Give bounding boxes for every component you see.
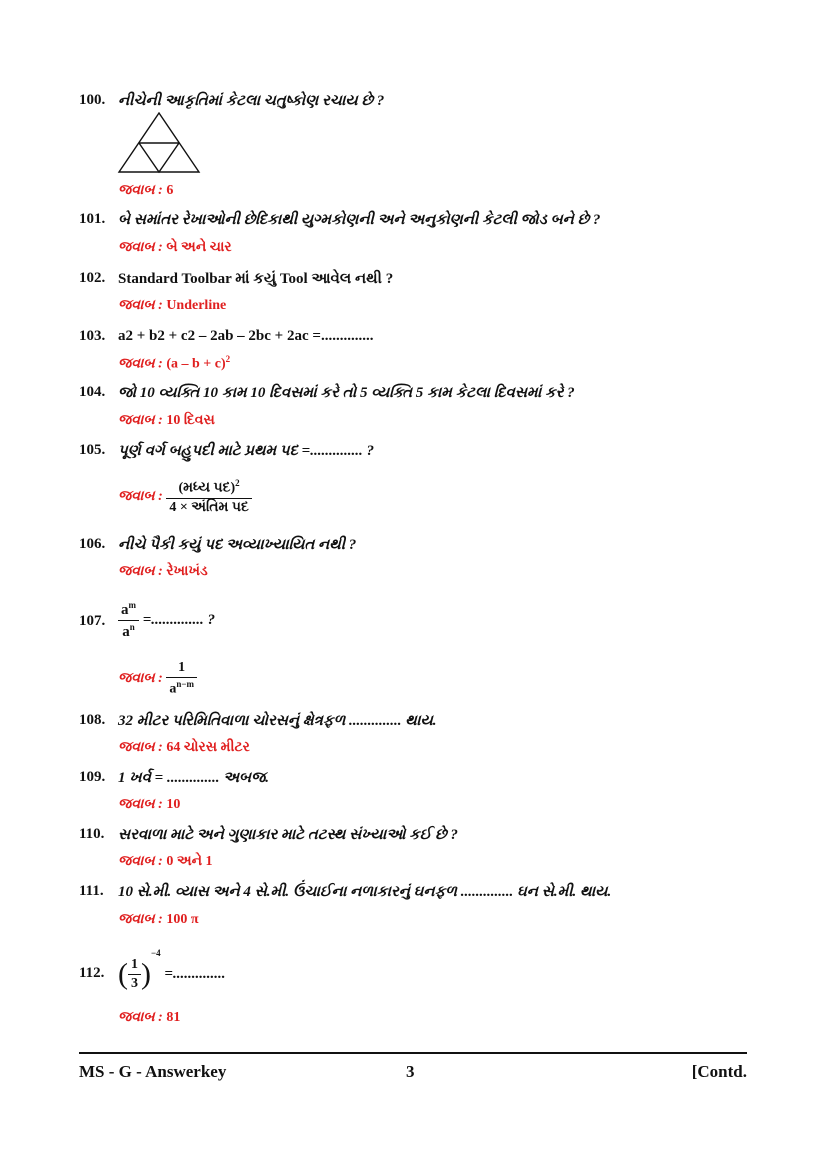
answer: જવાબ : 6 bbox=[118, 183, 174, 198]
footer-right: [Contd. bbox=[691, 1062, 747, 1081]
question-text: $\frac{a^m}{a^n}$ =.............. ? bbox=[118, 600, 215, 641]
question-text: ( $\frac{1}{3}$ )$^{-4}$ =.............. bbox=[118, 948, 226, 992]
question-fraction: $\frac{1}{3}$ bbox=[128, 957, 141, 992]
answer-fraction: $\frac{1}{a^{n-m}}$ bbox=[166, 660, 197, 698]
answer: જવાબ : $\frac{1}{a^{n-m}}$ bbox=[118, 660, 197, 698]
answer: જવાબ : $(a - b + c)^2$ bbox=[118, 354, 231, 372]
question-number: 112. bbox=[79, 965, 105, 981]
question-text: પૂર્ણ વર્ગ બહુપદી માટે પ્રથમ પદ =.............. ? bbox=[118, 443, 374, 459]
answer: જવાબ : રેખાખંડ bbox=[118, 564, 208, 579]
question-text: Standard Toolbar માં કયું Tool આવેલ નથી ? bbox=[118, 271, 394, 287]
question-text: 10 સે.મી. વ્યાસ અને 4 સે.મી. ઉંચાઈના નળાકારનું ઘનફળ .............. ઘન સે.મી. થાય. bbox=[118, 884, 612, 900]
answer: જવાબ : Underline bbox=[118, 298, 227, 313]
question-text: a2 + b2 + c2 – 2ab – 2bc + 2ac =.............. bbox=[118, 328, 374, 344]
question-number: 103. bbox=[79, 328, 106, 344]
question-text: નીચે પૈકી કયું પદ અવ્યાખ્યાયિત નથી ? bbox=[118, 537, 357, 553]
question-text: નીચેની આકૃતિમાં કેટલા ચતુષ્કોણ રચાય છે ? bbox=[118, 93, 385, 109]
triangle-figure bbox=[117, 112, 201, 174]
question-number: 105. bbox=[79, 442, 106, 458]
question-number: 107. bbox=[79, 613, 106, 629]
answer: જવાબ : $\frac{(મધ્ય પદ)^2}{\text{4 × અંતિમ પદ}}$ bbox=[118, 478, 252, 516]
question-number: 106. bbox=[79, 536, 106, 552]
footer-divider bbox=[79, 1052, 747, 1054]
answer: જવાબ : 64 ચોરસ મીટર bbox=[118, 740, 250, 755]
answer: જવાબ : 100 π bbox=[118, 912, 199, 927]
question-text: 1 ખર્વ = .............. અબજ. bbox=[118, 770, 270, 786]
answer-fraction: $\frac{(મધ્ય પદ)^2}{\text{4 × અંતિમ પદ}}$ bbox=[166, 478, 252, 516]
question-text: સરવાળા માટે અને ગુણાકાર માટે તટસ્થ સંખ્યાઓ કઈ છે ? bbox=[118, 827, 458, 843]
page-number: 3 bbox=[406, 1062, 415, 1081]
question-text: બે સમાંતર રેખાઓની છેદિકાથી યુગ્મકોણની અને અનુકોણની કેટલી જોડ બને છે ? bbox=[118, 212, 601, 228]
question-number: 100. bbox=[79, 92, 106, 108]
question-number: 109. bbox=[79, 769, 106, 785]
question-number: 104. bbox=[79, 384, 106, 400]
question-number: 108. bbox=[79, 712, 106, 728]
question-number: 111. bbox=[79, 883, 104, 899]
question-number: 102. bbox=[79, 270, 106, 286]
answer: જવાબ : બે અને ચાર bbox=[118, 240, 232, 255]
answer: જવાબ : 10 દિવસ bbox=[118, 413, 215, 428]
question-number: 101. bbox=[79, 211, 106, 227]
answer: જવાબ : 10 bbox=[118, 797, 181, 812]
question-number: 110. bbox=[79, 826, 105, 842]
answer: જવાબ : 81 bbox=[118, 1010, 181, 1025]
question-text: 32 મીટર પરિમિતિવાળા ચોરસનું ક્ષેત્રફળ .............. થાય. bbox=[118, 713, 437, 729]
question-fraction: $\frac{a^m}{a^n}$ bbox=[118, 600, 139, 641]
footer-left: MS - G - Answerkey bbox=[79, 1062, 227, 1081]
answer: જવાબ : 0 અને 1 bbox=[118, 854, 213, 869]
question-text: જો 10 વ્યક્તિ 10 કામ 10 દિવસમાં કરે તો 5 વ્યક્તિ 5 કામ કેટલા દિવસમાં કરે ? bbox=[118, 385, 575, 401]
